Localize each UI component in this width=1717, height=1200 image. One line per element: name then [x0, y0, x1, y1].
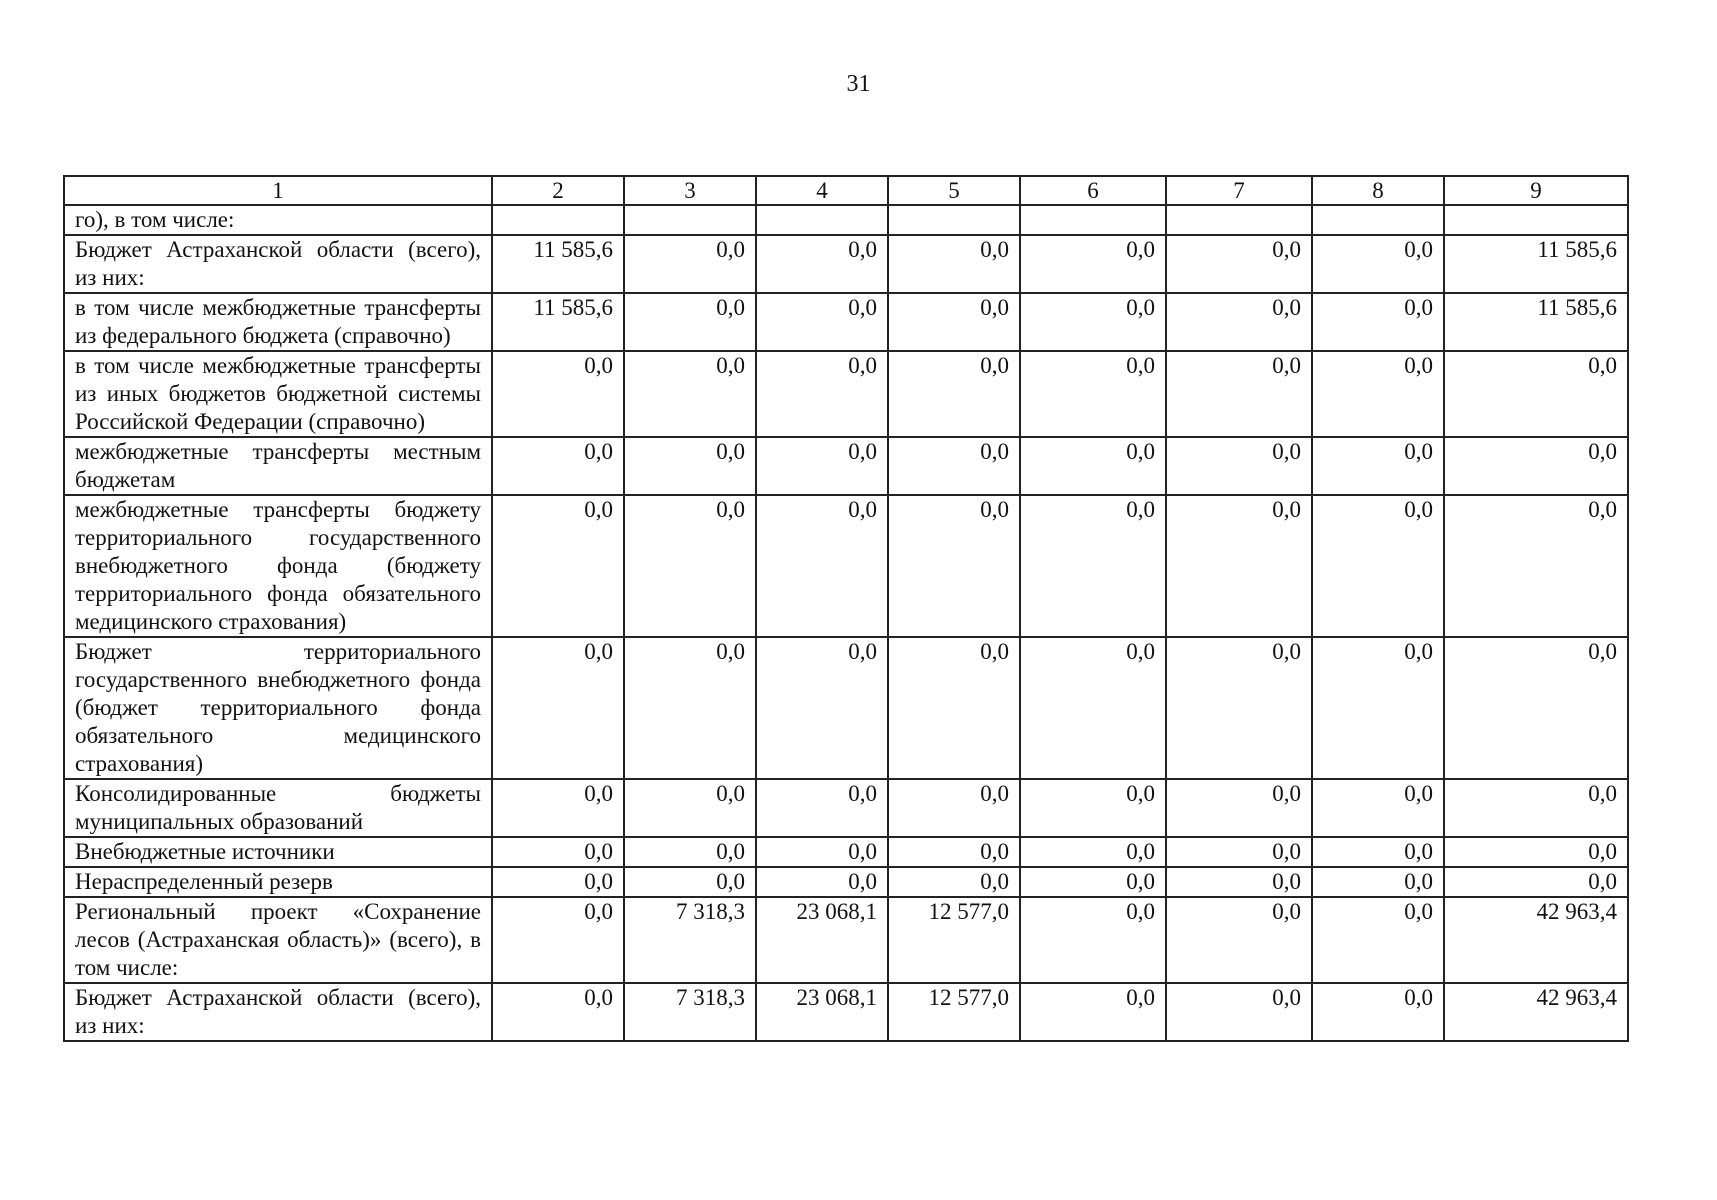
value-cell: 11 585,6: [1444, 235, 1628, 293]
table-row: [64, 779, 1628, 837]
value-cell: 0,0: [756, 495, 888, 637]
table-row: [64, 867, 1628, 897]
column-number-row: [64, 176, 1628, 205]
value-cell: 0,0: [1312, 779, 1444, 837]
value-cell: 0,0: [756, 637, 888, 779]
value-cell: 7 318,3: [624, 897, 756, 983]
value-cell: 0,0: [1444, 837, 1628, 867]
row-label: межбюджетные трансферты местным бюджетам: [64, 437, 492, 495]
value-cell: 42 963,4: [1444, 897, 1628, 983]
value-cell: 0,0: [756, 235, 888, 293]
column-header: 8: [1312, 176, 1444, 205]
value-cell: 42 963,4: [1444, 983, 1628, 1041]
value-cell: [624, 205, 756, 235]
value-cell: 0,0: [492, 495, 624, 637]
value-cell: 0,0: [624, 779, 756, 837]
column-header: 6: [1020, 176, 1166, 205]
value-cell: 0,0: [888, 437, 1020, 495]
row-label: Бюджет Астраханской области (всего), из них:: [64, 983, 492, 1041]
value-cell: 0,0: [756, 837, 888, 867]
value-cell: 0,0: [888, 779, 1020, 837]
value-cell: 0,0: [492, 779, 624, 837]
value-cell: [1020, 205, 1166, 235]
page-number: 31: [846, 71, 871, 97]
value-cell: 0,0: [1020, 779, 1166, 837]
row-label: в том числе межбюджетные трансферты из федерального бюджета (справочно): [64, 293, 492, 351]
value-cell: 0,0: [624, 351, 756, 437]
value-cell: 0,0: [1312, 637, 1444, 779]
column-header: 5: [888, 176, 1020, 205]
budget-table: [63, 175, 1629, 1042]
value-cell: 0,0: [1312, 837, 1444, 867]
table-row: [64, 293, 1628, 351]
value-cell: 0,0: [1166, 837, 1312, 867]
value-cell: 0,0: [1020, 897, 1166, 983]
column-header: 1: [64, 176, 492, 205]
table-row: [64, 205, 1628, 235]
value-cell: 11 585,6: [492, 235, 624, 293]
column-header: 9: [1444, 176, 1628, 205]
column-header: 7: [1166, 176, 1312, 205]
value-cell: 0,0: [1444, 867, 1628, 897]
value-cell: 0,0: [624, 437, 756, 495]
value-cell: 0,0: [756, 293, 888, 351]
value-cell: 0,0: [1166, 235, 1312, 293]
value-cell: 0,0: [1020, 437, 1166, 495]
value-cell: 0,0: [888, 351, 1020, 437]
value-cell: 0,0: [1444, 437, 1628, 495]
value-cell: 0,0: [492, 983, 624, 1041]
value-cell: 0,0: [1166, 867, 1312, 897]
value-cell: 0,0: [1020, 495, 1166, 637]
table-row: [64, 637, 1628, 779]
row-label: Региональный проект «Сохранение лесов (Астраханская область)» (всего), в том числе:: [64, 897, 492, 983]
row-label: Бюджет территориального государственного внебюджетного фонда (бюджет территориального фонда обязательного медицинского страхования): [64, 637, 492, 779]
value-cell: 23 068,1: [756, 983, 888, 1041]
column-header: 3: [624, 176, 756, 205]
value-cell: 0,0: [1312, 293, 1444, 351]
value-cell: 0,0: [1312, 897, 1444, 983]
value-cell: 0,0: [624, 495, 756, 637]
column-header: 2: [492, 176, 624, 205]
value-cell: 0,0: [624, 293, 756, 351]
value-cell: 0,0: [888, 637, 1020, 779]
table-row: [64, 983, 1628, 1041]
value-cell: 0,0: [492, 897, 624, 983]
value-cell: 0,0: [1444, 495, 1628, 637]
value-cell: [492, 205, 624, 235]
value-cell: 0,0: [1020, 235, 1166, 293]
value-cell: 0,0: [624, 837, 756, 867]
value-cell: [1444, 205, 1628, 235]
value-cell: 0,0: [1020, 637, 1166, 779]
value-cell: 0,0: [888, 235, 1020, 293]
value-cell: 0,0: [1166, 637, 1312, 779]
value-cell: 0,0: [1312, 495, 1444, 637]
value-cell: 0,0: [492, 867, 624, 897]
table-row: [64, 235, 1628, 293]
table-row: [64, 897, 1628, 983]
value-cell: 0,0: [756, 867, 888, 897]
value-cell: 0,0: [888, 837, 1020, 867]
value-cell: 0,0: [756, 779, 888, 837]
value-cell: 0,0: [888, 495, 1020, 637]
column-header: 4: [756, 176, 888, 205]
value-cell: 0,0: [1166, 437, 1312, 495]
value-cell: 0,0: [756, 437, 888, 495]
value-cell: 0,0: [1166, 779, 1312, 837]
value-cell: 0,0: [1166, 983, 1312, 1041]
value-cell: 0,0: [1444, 779, 1628, 837]
value-cell: 0,0: [1166, 293, 1312, 351]
value-cell: 12 577,0: [888, 983, 1020, 1041]
row-label: межбюджетные трансферты бюджету территориального государственного внебюджетного фонда (бюджету территориального фонда обязательного медицинского страхования): [64, 495, 492, 637]
value-cell: 0,0: [1020, 983, 1166, 1041]
table-row: [64, 495, 1628, 637]
value-cell: 23 068,1: [756, 897, 888, 983]
value-cell: 0,0: [1020, 293, 1166, 351]
value-cell: 0,0: [1312, 351, 1444, 437]
row-label: в том числе межбюджетные трансферты из иных бюджетов бюджетной системы Российской Федерации (справочно): [64, 351, 492, 437]
value-cell: 0,0: [492, 837, 624, 867]
value-cell: [1166, 205, 1312, 235]
value-cell: 11 585,6: [492, 293, 624, 351]
value-cell: [888, 205, 1020, 235]
value-cell: 0,0: [624, 867, 756, 897]
value-cell: 0,0: [624, 235, 756, 293]
table-row: [64, 837, 1628, 867]
value-cell: [756, 205, 888, 235]
value-cell: 7 318,3: [624, 983, 756, 1041]
table-row: [64, 351, 1628, 437]
value-cell: 0,0: [1020, 867, 1166, 897]
value-cell: 0,0: [1312, 235, 1444, 293]
value-cell: 0,0: [1312, 983, 1444, 1041]
value-cell: 0,0: [492, 637, 624, 779]
row-label: Нераспределенный резерв: [64, 867, 492, 897]
value-cell: 11 585,6: [1444, 293, 1628, 351]
row-label: Консолидированные бюджеты муниципальных образований: [64, 779, 492, 837]
row-label: го), в том числе:: [64, 205, 492, 235]
row-label: Внебюджетные источники: [64, 837, 492, 867]
value-cell: [1312, 205, 1444, 235]
row-label: Бюджет Астраханской области (всего), из них:: [64, 235, 492, 293]
value-cell: 0,0: [1444, 637, 1628, 779]
value-cell: 0,0: [888, 293, 1020, 351]
value-cell: 0,0: [492, 437, 624, 495]
table-row: [64, 437, 1628, 495]
value-cell: 0,0: [1020, 351, 1166, 437]
value-cell: 0,0: [1312, 867, 1444, 897]
table-body: [64, 176, 1628, 1041]
value-cell: 0,0: [888, 867, 1020, 897]
value-cell: 0,0: [1166, 495, 1312, 637]
value-cell: 12 577,0: [888, 897, 1020, 983]
value-cell: 0,0: [492, 351, 624, 437]
value-cell: 0,0: [1312, 437, 1444, 495]
value-cell: 0,0: [1444, 351, 1628, 437]
value-cell: 0,0: [1166, 897, 1312, 983]
value-cell: 0,0: [624, 637, 756, 779]
value-cell: 0,0: [1020, 837, 1166, 867]
value-cell: 0,0: [756, 351, 888, 437]
value-cell: 0,0: [1166, 351, 1312, 437]
